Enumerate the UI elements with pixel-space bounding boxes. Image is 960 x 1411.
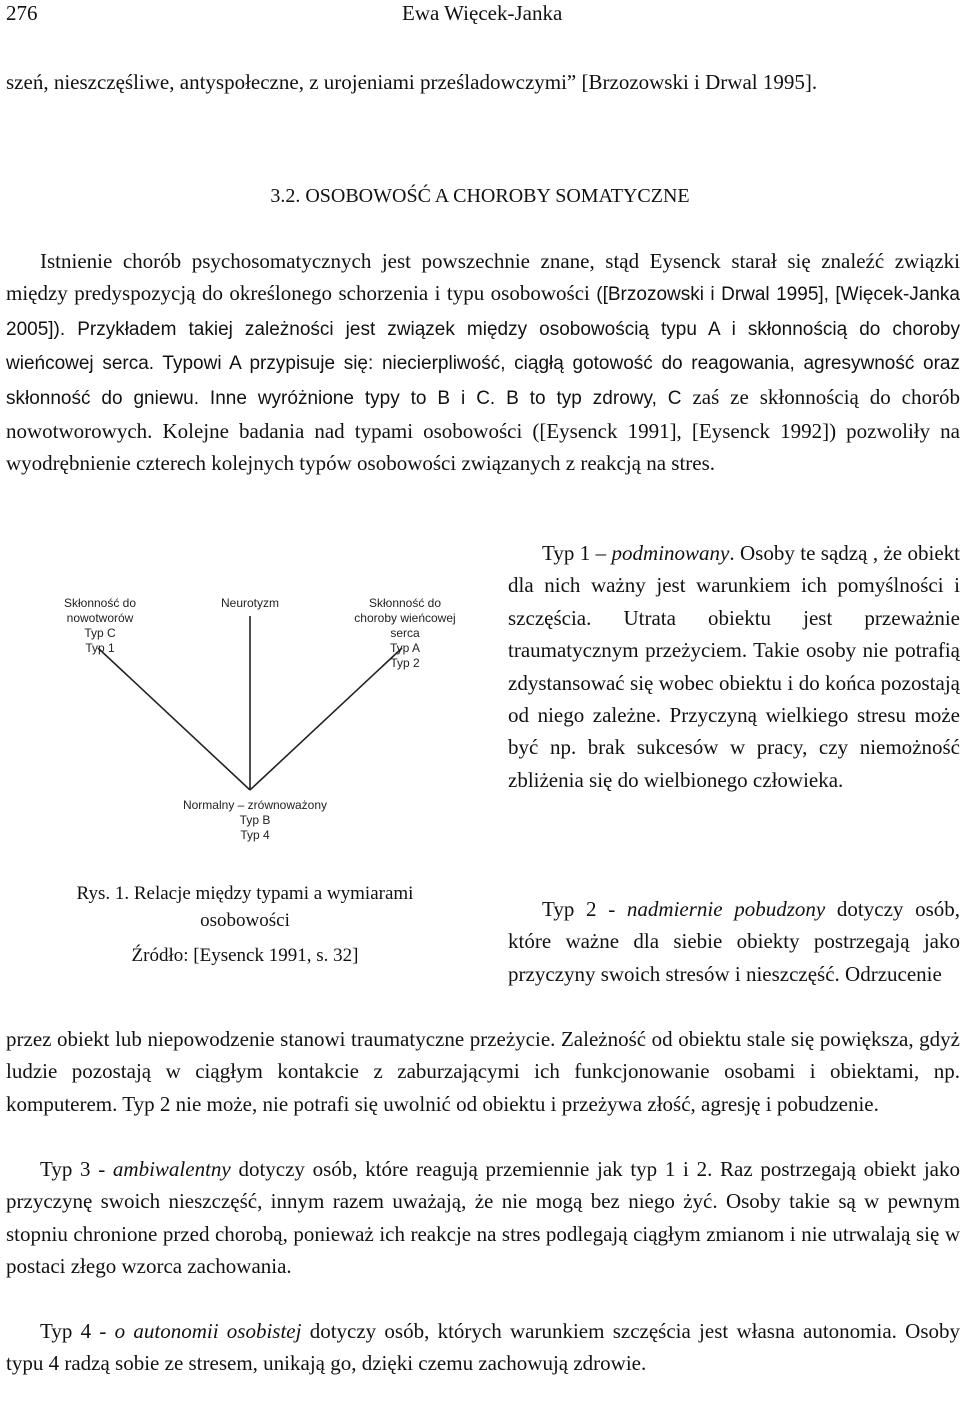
label-bottom-line-2: Typ B <box>239 813 271 827</box>
type-1-text <box>508 537 960 796</box>
type-4-body: dotyczy osób, których warunkiem szczęścia jest własna autonomia. Osoby typu 4 radzą sobie ze stresem, unikają go, dzięki czemu zachowują zdrowie. <box>6 1319 960 1376</box>
type-3-text <box>6 1153 960 1283</box>
type-4-text <box>6 1315 960 1380</box>
caption-line-2: osobowości <box>200 910 290 931</box>
label-right-line-4: Typ A <box>389 641 421 655</box>
type-4-paragraph <box>6 1315 960 1380</box>
label-right-line-2: choroby wieńcowej <box>354 611 456 625</box>
type-3-name: ambiwalentny <box>112 1157 231 1181</box>
left-diagonal-axis <box>98 648 250 790</box>
type-2-text-start <box>508 893 960 990</box>
section-title: 3.2. OSOBOWOŚĆ A CHOROBY SOMATYCZNE <box>270 185 690 207</box>
intro-paragraph <box>6 66 960 98</box>
label-bottom-line-1: Normalny – zrównoważony <box>182 798 328 812</box>
label-left-line-2: nowotworów <box>66 611 134 625</box>
type-1-name: podminowany <box>611 541 730 565</box>
type-2-paragraph-continued <box>6 1023 960 1120</box>
page-number: 276 <box>6 1 38 25</box>
caption-line-1: Rys. 1. Relacje między typami a wymiarami <box>76 883 414 904</box>
figure-source: Źródło: [Eysenck 1991, s. 32] <box>131 945 359 966</box>
figure-caption <box>10 880 480 934</box>
type-2-paragraph-start <box>508 893 960 990</box>
label-left-line-1: Skłonność do <box>63 596 137 610</box>
intro-text: szeń, nieszczęśliwe, antyspołeczne, z urojeniami prześladowczymi” [Brzozowski i Drwal 1995]. <box>6 70 818 94</box>
type-1-lead: Typ 1 – <box>542 541 612 565</box>
figure-personality-relations <box>10 572 480 862</box>
type-2-body-right: dotyczy osób, które ważne dla siebie obiekty postrzegają jako przyczyny swoich stresów i nieszczęść. Odrzucenie <box>508 897 960 986</box>
paragraph-1-text <box>6 245 960 480</box>
label-right-line-1: Skłonność do <box>368 596 442 610</box>
type-1-body: . Osoby te sądzą , że obiekt dla nich ważny jest warunkiem ich pomyślności i szczęścia. Utrata obiektu jest przeważnie traumatycznym przeżyciem. Takie osoby nie potrafią zdystansować się wobec obiektu i do końca pozostają od niego zależne. Przyczyną wielkiego stresu może być np. brak sukcesów w pracy, czy niemożność zbliżenia się do wielbionego człowieka. <box>508 541 960 792</box>
label-left-group <box>50 596 150 656</box>
p1-part-b: ([Brzozowski i Drwal 1995], [Więcek-Janka 2005]). Przykładem takiej zależności jest związek między osobowością typu A i skłonnością do choroby wieńcowej serca. Typowi A przypisuje się: niecierpliwość, ciągłą gotowość do reagowania, agresywność oraz skłonność do gniewu. Inne wyróżnione typy to B i C. B to typ zdrowy, C <box>6 284 960 409</box>
label-top: Neurotyzm <box>220 596 279 610</box>
type-3-lead: Typ 3 - <box>40 1157 113 1181</box>
type-4-lead: Typ 4 - <box>40 1319 115 1343</box>
type-2-body-full: przez obiekt lub niepowodzenie stanowi traumatyczne przeżycie. Zależność od obiektu stale się powiększa, gdyż ludzie pozostają w ciągłym kontakcie z zaburzającymi ich funkcjonowanie osobami i obiektami, np. komputerem. Typ 2 nie może, nie potrafi się uwolnić od obiektu i przeżywa złość, agresję i pobudzenie. <box>6 1027 960 1116</box>
label-left-line-3: Typ C <box>84 626 116 640</box>
p1-part-c: zaś ze skłonnością do chorób nowotworowych. Kolejne badania nad typami osobowości ([Eysenck 1991], [Eysenck 1992]) pozwoliły na wyodrębnienie czterech kolejnych typów osobowości związanych z reakcją na stres. <box>6 384 960 476</box>
label-right-line-5: Typ 2 <box>390 656 420 670</box>
running-header <box>6 0 954 28</box>
label-bottom-line-3: Typ 4 <box>240 828 270 842</box>
label-left-line-4: Typ 1 <box>85 641 115 655</box>
type-4-name: o autonomii osobistej <box>114 1319 302 1343</box>
type-2-name: nadmiernie pobudzony <box>626 897 826 921</box>
type-3-body: dotyczy osób, które reagują przemiennie jak typ 1 i 2. Raz postrzegają obiekt jako przyczynę swoich nieszczęść, innym razem uważają, że nie mogą bez niego żyć. Osoby takie są w pewnym stopniu chronione przed chorobą, ponieważ ich reakcje na stres podlegają ciągłym zmianom i nie utrwalają się w postaci złego wzorca zachowania. <box>6 1157 960 1279</box>
p1-part-a: Istnienie chorób psychosomatycznych jest powszechnie znane, stąd Eysenck starał się znaleźć związki między predyspozycją do określonego schorzenia i typu osobowości <box>6 249 960 306</box>
type-1-paragraph <box>508 537 960 796</box>
label-right-line-3: serca <box>390 626 420 640</box>
running-author: Ewa Więcek-Janka <box>402 1 563 25</box>
type-3-paragraph <box>6 1153 960 1283</box>
paragraph-1 <box>6 245 960 480</box>
label-right-group <box>340 596 470 671</box>
label-bottom-group <box>180 798 330 843</box>
type-2-lead: Typ 2 - <box>542 897 627 921</box>
